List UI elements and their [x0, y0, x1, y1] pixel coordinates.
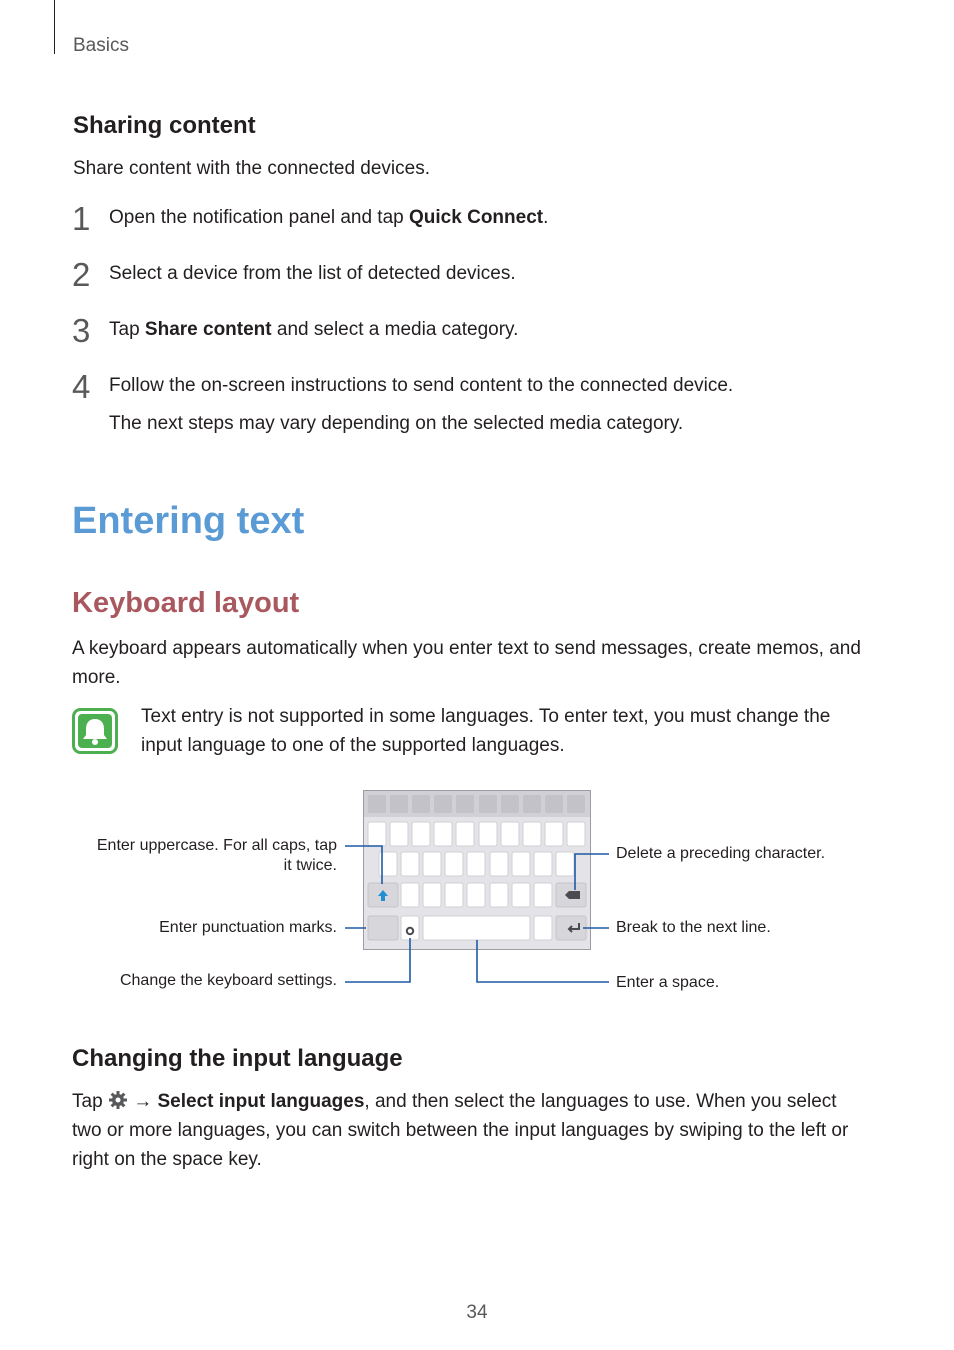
- step-4-note: The next steps may vary depending on the selected media category.: [109, 413, 684, 434]
- step-text-part: Select a device from the list of detected devices.: [109, 263, 516, 284]
- keyboard-intro-line-1: A keyboard appears automatically when you enter text to send messages, create memos, and: [72, 638, 861, 659]
- step-text-part: and select a media category.: [271, 319, 519, 340]
- sharing-intro: Share content with the connected devices.: [73, 158, 431, 179]
- select-input-languages-term: Select input languages: [157, 1091, 365, 1112]
- heading-keyboard-layout: Keyboard layout: [72, 587, 300, 619]
- step-number: 1: [72, 200, 91, 237]
- callout-uppercase-line-2: it twice.: [283, 857, 337, 874]
- note-line-1: Text entry is not supported in some languages. To enter text, you must change the: [141, 706, 831, 727]
- heading-entering-text: Entering text: [72, 500, 305, 542]
- step-bold-term: Quick Connect: [409, 207, 544, 228]
- heading-changing-input-language: Changing the input language: [72, 1045, 403, 1072]
- step-number: 4: [72, 368, 91, 405]
- callout-punctuation: Enter punctuation marks.: [159, 919, 337, 936]
- step-text-part: .: [543, 207, 549, 228]
- callout-uppercase-line-1: Enter uppercase. For all caps, tap: [96, 837, 337, 854]
- changing-text-part: , and then select the languages to use. When you select: [364, 1091, 837, 1112]
- callout-delete: Delete a preceding character.: [616, 845, 826, 862]
- step-number: 2: [72, 256, 91, 293]
- callout-space: Enter a space.: [616, 974, 720, 991]
- page-number: 34: [466, 1302, 488, 1323]
- callout-settings: Change the keyboard settings.: [119, 972, 337, 989]
- step-text-part: Follow the on-screen instructions to send content to the connected device.: [109, 375, 734, 396]
- heading-sharing-content: Sharing content: [73, 112, 256, 139]
- section-label: Basics: [73, 35, 129, 56]
- step-number: 3: [72, 312, 91, 349]
- note-line-2: input language to one of the supported languages.: [141, 735, 565, 756]
- changing-line-2: two or more languages, you can switch between the input languages by swiping to the left or: [72, 1120, 849, 1141]
- callout-uppercase: [97, 836, 337, 876]
- callout-newline: Break to the next line.: [616, 919, 771, 936]
- step-text-part: Tap: [109, 319, 145, 340]
- arrow-separator: →: [127, 1091, 158, 1112]
- changing-text-part: Tap: [72, 1091, 108, 1112]
- keyboard-intro-line-2: more.: [72, 667, 121, 688]
- step-bold-term: Share content: [144, 319, 272, 340]
- gear-icon: [108, 1090, 128, 1110]
- changing-line-3: right on the space key.: [72, 1149, 262, 1170]
- step-text-part: Open the notification panel and tap: [109, 207, 410, 228]
- changing-line-1: [72, 1087, 837, 1116]
